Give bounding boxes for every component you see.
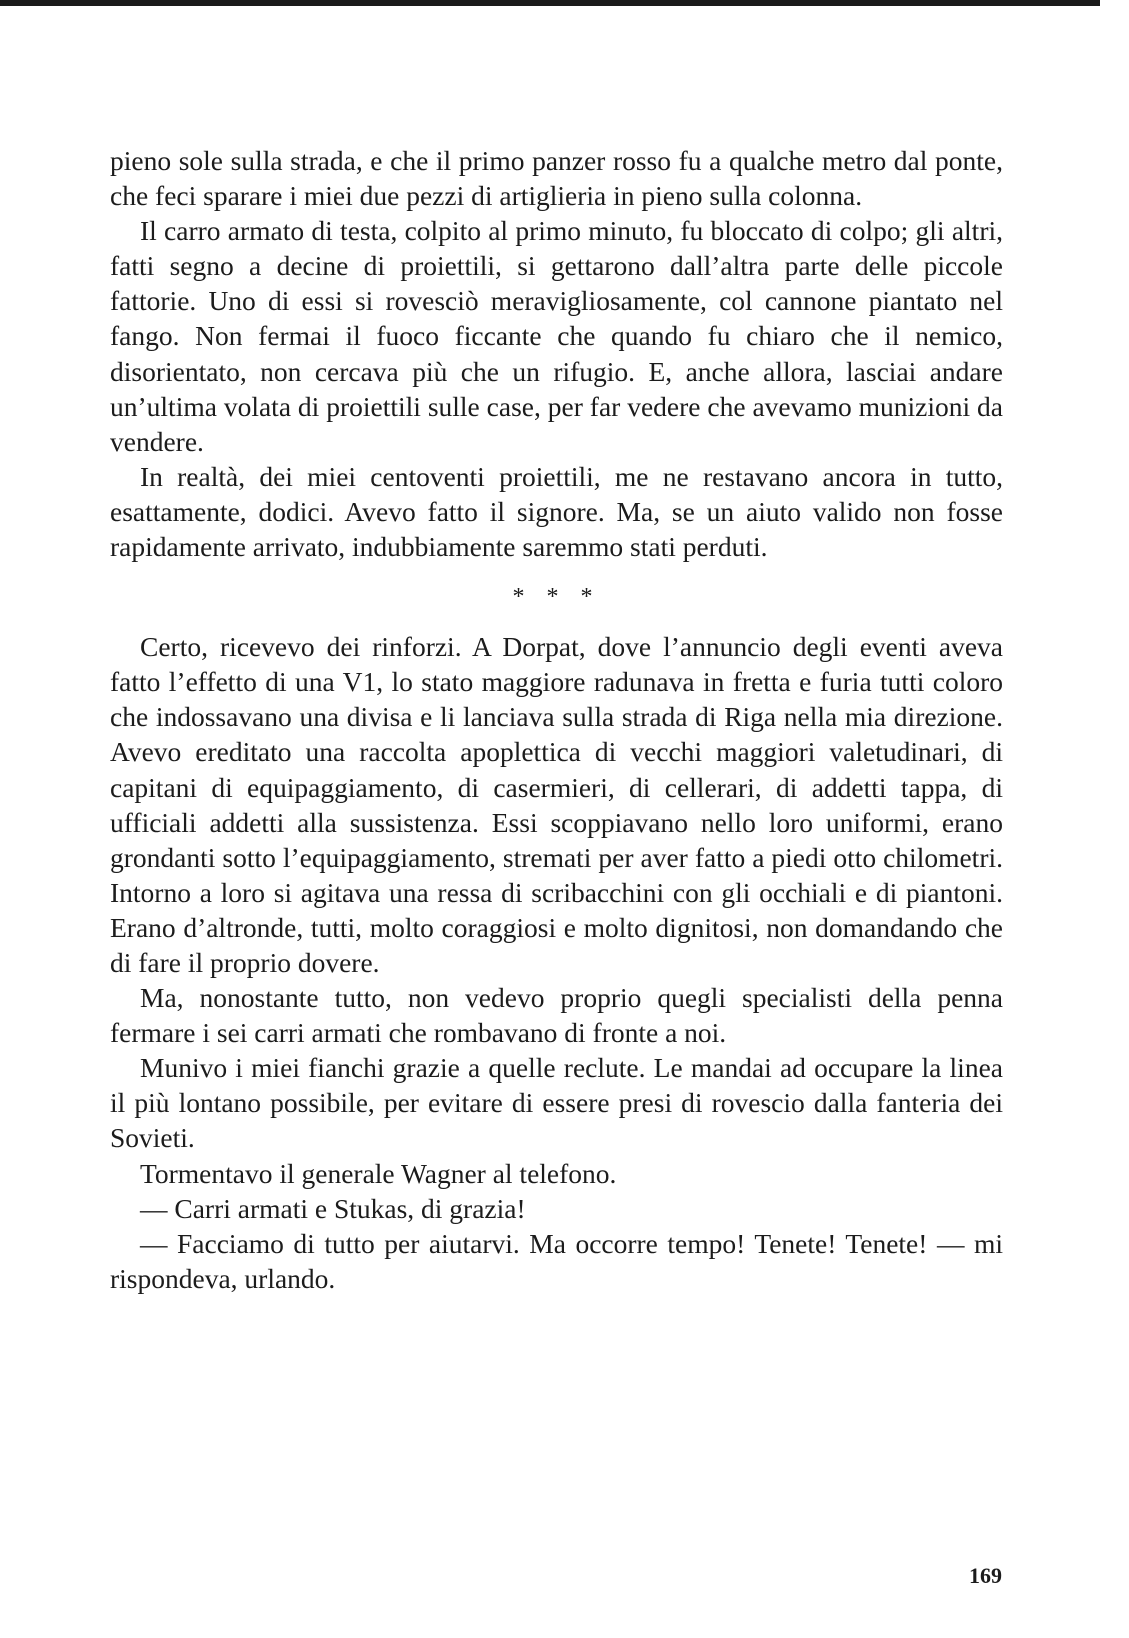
body-text [110, 143, 1003, 1296]
paragraph: In realtà, dei miei centoventi proiettili, me ne restavano ancora in tutto, esattamente, dodici. Avevo fatto il signore. Ma, se un aiuto valido non fosse rapidamente arrivato, indubbiamente saremmo stati perduti. [110, 460, 1003, 563]
dialogue-line: — Carri armati e Stukas, di grazia! [140, 1192, 526, 1224]
dialogue-line: — Facciamo di tutto per aiutarvi. Ma occorre tempo! Tenete! Tenete! — mi rispondeva, urlando. [110, 1227, 1003, 1294]
paragraph: Il carro armato di testa, colpito al primo minuto, fu bloccato di colpo; gli altri, fatti segno a decine di proiettili, si gettarono dall’altra parte delle piccole fattorie. Uno di essi si rovesciò meravigliosamente, col cannone piantato nel fango. Non fermai il fuoco ficcante che quando fu chiaro che il nemico, disorientato, non cercava più che un rifugio. E, anche allora, lasciai andare un’ultima volata di proiettili sulle case, per far vedere che avevamo munizioni da vendere. [110, 215, 1003, 457]
paragraph: Ma, nonostante tutto, non vedevo proprio quegli specialisti della penna fermare i sei carri armati che rombavano di fronte a noi. [110, 982, 1003, 1049]
top-border [0, 0, 1100, 6]
paragraph: Certo, ricevevo dei rinforzi. A Dorpat, dove l’annuncio degli eventi aveva fatto l’effetto di una V1, lo stato maggiore radunava in fretta e furia tutti coloro che indossavano una divisa e li lanciava sulla strada di Riga nella mia direzione. Avevo ereditato una raccolta apoplettica di vecchi maggiori valetudinari, di capitani di equipaggiamento, di casermieri, di cellerari, di addetti tappa, di ufficiali addetti alla sussistenza. Essi scoppiavano nello loro uniformi, erano grondanti sotto l’equipaggiamento, stremati per aver fatto a piedi otto chilometri. Intorno a loro si agitava una ressa di scribacchini con gli occhiali e di piantoni. Erano d’altronde, tutti, molto coraggiosi e molto dignitosi, non domandando che di fare il proprio dovere. [110, 631, 1003, 978]
section-separator: * * * [512, 584, 601, 611]
paragraph: pieno sole sulla strada, e che il primo panzer rosso fu a qualche metro dal ponte, che feci sparare i miei due pezzi di artiglieria in pieno sulla colonna. [110, 145, 1003, 212]
paragraph: Munivo i miei fianchi grazie a quelle reclute. Le mandai ad occupare la linea il più lontano possibile, per evitare di essere presi di rovescio dalla fanteria dei Sovieti. [110, 1052, 1003, 1154]
page-number: 169 [969, 1563, 1002, 1588]
paragraph: Tormentavo il generale Wagner al telefono. [140, 1157, 617, 1189]
